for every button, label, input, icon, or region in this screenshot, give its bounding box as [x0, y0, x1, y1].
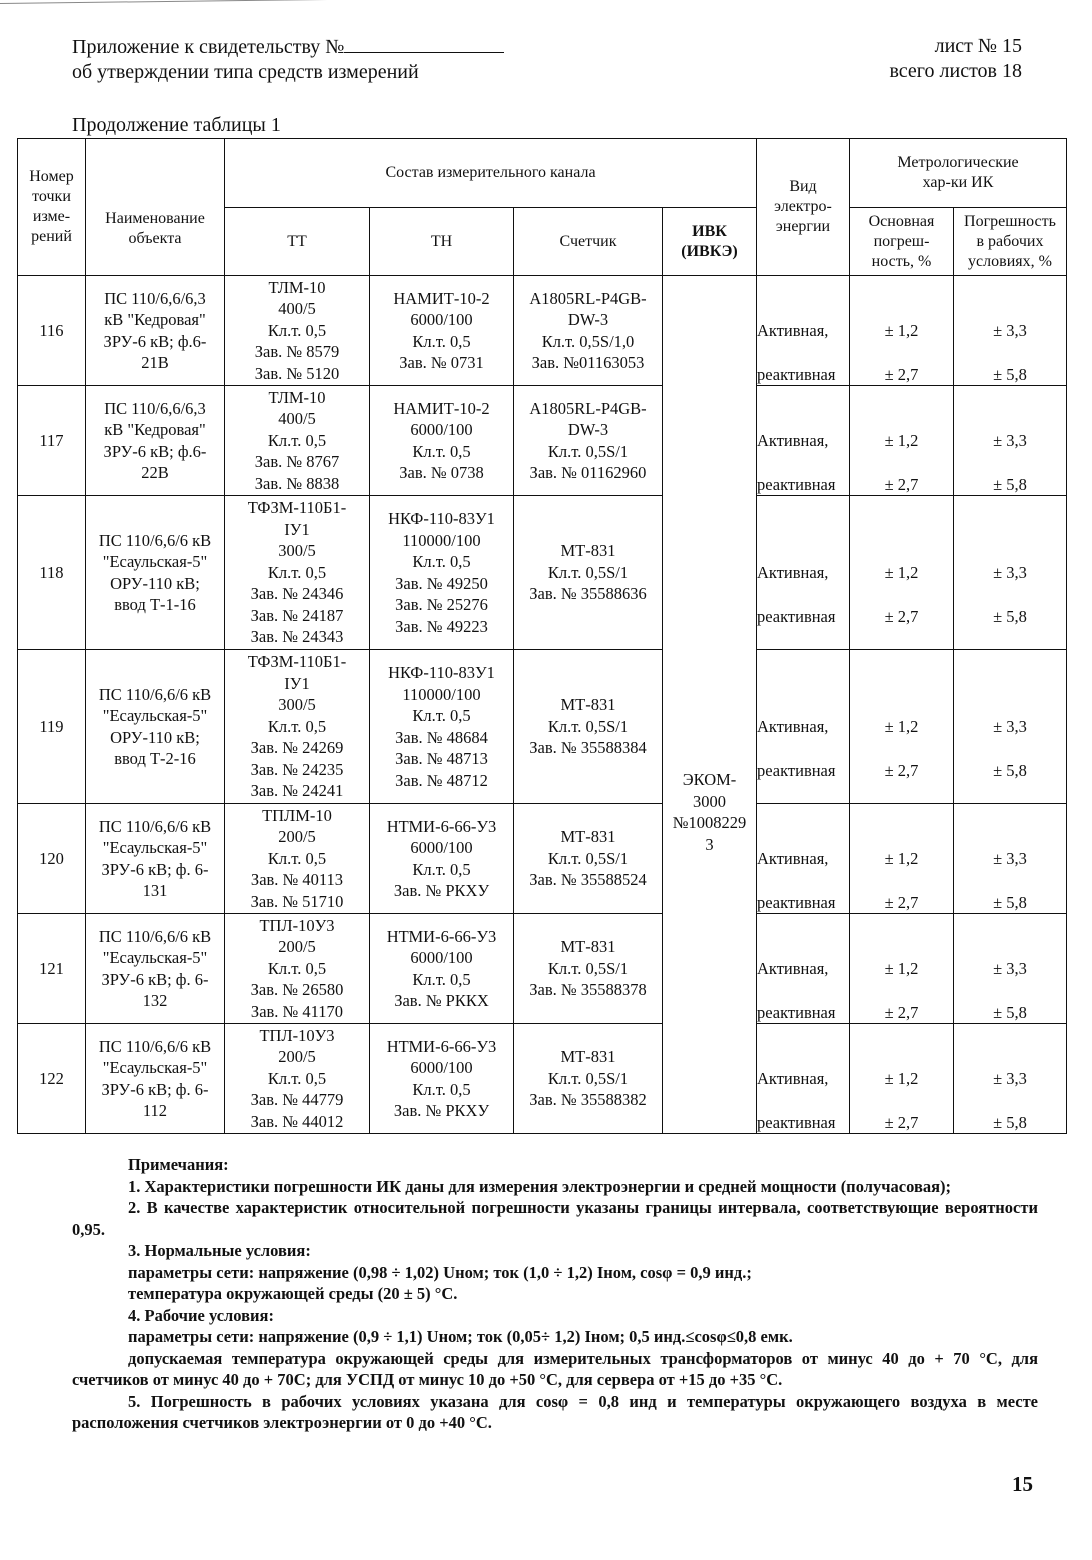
table-row [18, 650, 1067, 804]
cell-line: DW-3 [567, 310, 609, 329]
table-row [18, 804, 1067, 914]
point-number: 118 [18, 496, 86, 650]
cell-line: электро- [774, 198, 832, 215]
cell-line: ПС 110/6,6/6 кВ [98, 926, 212, 946]
cell-line: МТ-831 [560, 827, 616, 847]
electricity-meter [514, 1024, 663, 1134]
cell-line: Зав. № 24235 [250, 759, 344, 779]
cell-line: МТ-831 [560, 1047, 616, 1067]
cell-line: ТПЛ-10У3 [259, 1025, 335, 1045]
cell-line: Активная, [757, 562, 829, 582]
cell-line: Зав. № 0731 [399, 353, 484, 372]
cell-line: Кл.т. 0,5 [267, 958, 327, 978]
header-channel-composition: Состав измерительного канала [225, 139, 757, 208]
cell-line: МТ-831 [560, 695, 616, 715]
working-error [954, 496, 1067, 650]
header-tt: ТТ [225, 208, 370, 276]
cell-line: "Есаульская-5" [102, 1058, 208, 1077]
basic-error [850, 650, 954, 804]
cell-line: ПС 110/6,6/6,3 [104, 288, 206, 308]
cell-line: ± 2,7 [884, 760, 919, 780]
cell-line: Кл.т. 0,5 [267, 848, 327, 868]
energy-type [757, 276, 850, 386]
cell-line: ± 3,3 [993, 848, 1027, 868]
cell-line: Зав. № 48713 [395, 749, 488, 768]
cell-line: Зав. № 24241 [250, 781, 344, 801]
cell-line: Зав. № 0738 [399, 463, 484, 482]
electricity-meter [514, 496, 663, 650]
note-4-temperature: допускаемая температура окружающей среды для измерительных трансформаторов от минус 40 до + 70 °С, для счетчиков от минус 40 до + 70С; для УСПД от минус 10 до +50 °С, для сервера от +15 до +35 °С. [72, 1348, 1038, 1389]
cell-line: погреш- [873, 232, 930, 250]
cell-line: НТМИ-6-66-У3 [386, 816, 497, 836]
cell-line: ± 3,3 [993, 958, 1027, 978]
cell-line: Зав. № 49223 [395, 616, 488, 636]
cell-line: Зав. № 49250 [395, 573, 488, 593]
cell-line: Зав. № 24187 [250, 605, 344, 625]
cell-line: 6000/100 [410, 948, 473, 967]
electricity-meter [514, 650, 663, 804]
cell-line: 132 [142, 991, 168, 1010]
cell-line: ТЛМ-10 [268, 387, 326, 407]
cell-line: ТЛМ-10 [268, 277, 326, 297]
cell-line: Зав. № 41170 [250, 1001, 344, 1021]
cell-line: Зав. № 24343 [250, 627, 344, 647]
cell-line: 400/5 [278, 299, 316, 319]
cell-line: Кл.т. 0,5 [267, 1068, 327, 1088]
cell-line: ± 5,8 [993, 1002, 1027, 1022]
energy-type [757, 1024, 850, 1134]
note-5: 5. Погрешность в рабочих условиях указана для cosφ = 0,8 инд и температуры окружающего воздуха в месте расположения счетчиков электроэнергии от 0 до +40 °С. [72, 1391, 1038, 1432]
cell-line: Зав. № 25276 [395, 595, 488, 614]
basic-error [850, 496, 954, 650]
note-4-network: параметры сети: напряжение (0,9 ÷ 1,1) Uном; ток (0,05÷ 1,2) Iном; 0,5 инд.≤cosφ≤0,8 емк. [128, 1327, 793, 1346]
cell-line: ± 5,8 [993, 1112, 1027, 1132]
cell-line: "Есаульская-5" [102, 838, 208, 857]
cell-line: реактивная [757, 1002, 836, 1022]
cell-line: ± 5,8 [993, 606, 1027, 626]
cell-line: ЗРУ-6 кВ; ф. 6- [101, 859, 209, 879]
cell-line: Кл.т. 0,5S/1 [547, 958, 629, 978]
cell-line: 110000/100 [402, 684, 481, 704]
cell-line: ± 3,3 [993, 716, 1027, 736]
cell-line: Кл.т. 0,5S/1 [547, 716, 629, 736]
cell-line: ввод Т-1-16 [114, 595, 196, 614]
cell-line: хар-ки ИК [922, 174, 994, 191]
cell-line: реактивная [757, 474, 836, 494]
note-2: 2. В качестве характеристик относительной погрешности указаны границы интервала, соответствующие вероятности 0,95. [72, 1198, 1038, 1239]
cell-line: ± 5,8 [993, 892, 1027, 912]
cell-line: Зав. № 01162960 [529, 463, 647, 482]
cell-line: Зав. № 24269 [250, 738, 344, 758]
cell-line: ТФЗМ-110Б1- [247, 498, 347, 518]
cell-line: ± 3,3 [993, 562, 1027, 582]
appendix-subtitle: об утверждении типа средств измерений [72, 61, 419, 83]
object-name [86, 496, 225, 650]
point-number: 119 [18, 650, 86, 804]
electricity-meter [514, 914, 663, 1024]
cell-line: НТМИ-6-66-У3 [386, 926, 497, 946]
cell-line: Кл.т. 0,5S/1 [547, 848, 629, 868]
cell-line: Зав. № 35588384 [529, 738, 647, 758]
cell-line: 22В [141, 463, 169, 482]
cell-line: условиях, % [968, 252, 1052, 270]
sheet-number: лист № 15 [934, 35, 1022, 57]
note-3-network: параметры сети: напряжение (0,98 ÷ 1,02) Uном; ток (1,0 ÷ 1,2) Iном, cosφ = 0,9 инд.; [128, 1262, 752, 1282]
cell-line: Наименование [105, 210, 205, 227]
energy-type [757, 914, 850, 1024]
header-basic-error [850, 208, 954, 276]
appendix-title: Приложение к свидетельству № [72, 36, 345, 58]
cell-line: "Есаульская-5" [102, 948, 208, 967]
energy-type [757, 804, 850, 914]
current-transformer [225, 386, 370, 496]
cell-line: ± 3,3 [993, 1068, 1027, 1088]
table-body [18, 276, 1067, 1134]
cell-line: 400/5 [278, 409, 316, 429]
cell-line: реактивная [757, 892, 836, 912]
cell-line: ± 1,2 [884, 848, 919, 868]
cell-line: ± 1,2 [884, 430, 919, 450]
cell-line: энергии [775, 218, 831, 235]
total-sheets: всего листов 18 [889, 60, 1022, 82]
basic-error [850, 1024, 954, 1134]
cell-line: Зав. №01163053 [531, 353, 645, 372]
object-name [86, 276, 225, 386]
cell-line: Зав. № 35588636 [529, 584, 647, 604]
cell-line: А1805RL-P4GB- [529, 288, 647, 308]
cell-line: ± 3,3 [993, 320, 1027, 340]
cell-line: Зав. № 48712 [395, 770, 488, 790]
cell-line: точки [32, 188, 71, 205]
working-error [954, 650, 1067, 804]
cell-line: Кл.т. 0,5 [267, 716, 327, 736]
cell-line: Номер [29, 168, 74, 185]
cell-line: Метрологические [897, 154, 1019, 171]
table-caption: Продолжение таблицы 1 [72, 114, 281, 136]
page-number: 15 [1012, 1472, 1033, 1496]
cell-line: Зав. № 35588524 [529, 870, 647, 890]
cell-line: НАМИТ-10-2 [393, 398, 490, 418]
cell-line: Активная, [757, 430, 829, 450]
cell-line: ± 2,7 [884, 1112, 919, 1132]
cell-line: ± 3,3 [993, 430, 1027, 450]
cell-line: Зав. № 8767 [254, 452, 340, 472]
header-tn: ТН [370, 208, 514, 276]
voltage-transformer [370, 1024, 514, 1134]
cell-line: (ИВКЭ) [681, 242, 738, 260]
note-3: 3. Нормальные условия: [128, 1241, 311, 1260]
cell-line: ± 2,7 [884, 606, 919, 626]
cell-line: в рабочих [976, 232, 1044, 250]
cell-line: ИВК [692, 222, 727, 240]
header-energy-type [757, 139, 850, 276]
point-number: 117 [18, 386, 86, 496]
cell-line: кВ "Кедровая" [104, 420, 206, 439]
current-transformer [225, 804, 370, 914]
cell-line: ± 1,2 [884, 958, 919, 978]
cell-line: Зав. № 35588378 [529, 980, 647, 1000]
cell-line: НАМИТ-10-2 [393, 288, 490, 308]
cell-line: реактивная [757, 1112, 836, 1132]
cell-line: Активная, [757, 320, 829, 340]
cell-line: ПС 110/6,6/6 кВ [98, 1036, 212, 1056]
cell-line: ПС 110/6,6/6 кВ [98, 684, 212, 704]
header-metrology [850, 139, 1067, 208]
cell-line: ПС 110/6,6/6 кВ [98, 816, 212, 836]
scan-edge-line [0, 0, 495, 4]
cell-line: Зав. № 44779 [250, 1090, 344, 1110]
cell-line: 6000/100 [410, 310, 473, 329]
cell-line: "Есаульская-5" [102, 706, 208, 725]
cell-line: МТ-831 [560, 541, 616, 561]
electricity-meter [514, 386, 663, 496]
cell-line: 200/5 [278, 1047, 316, 1067]
table-row [18, 276, 1067, 386]
cell-line: изме- [32, 208, 71, 225]
cell-line: ПС 110/6,6/6,3 [104, 398, 206, 418]
cell-line: Активная, [757, 958, 829, 978]
cell-line: Зав. № 44012 [250, 1111, 344, 1131]
working-error [954, 804, 1067, 914]
cell-line: реактивная [757, 606, 836, 626]
table-row [18, 496, 1067, 650]
basic-error [850, 386, 954, 496]
cell-line: Кл.т. 0,5 [267, 430, 327, 450]
voltage-transformer [370, 914, 514, 1024]
point-number: 116 [18, 276, 86, 386]
cell-line: ТПЛМ-10 [262, 805, 332, 825]
voltage-transformer [370, 276, 514, 386]
point-number: 122 [18, 1024, 86, 1134]
cell-line: DW-3 [567, 420, 609, 439]
cell-line: 3 [705, 834, 714, 854]
cell-line: Зав. № 51710 [250, 891, 344, 911]
cell-line: Зав. № 24346 [250, 584, 344, 604]
cell-line: МТ-831 [560, 937, 616, 957]
cell-line: 112 [142, 1101, 168, 1120]
point-number: 120 [18, 804, 86, 914]
cell-line: Зав. № РККХ [394, 991, 489, 1010]
current-transformer [225, 1024, 370, 1134]
cell-line: ± 1,2 [884, 320, 919, 340]
basic-error [850, 804, 954, 914]
cell-line: ввод Т-2-16 [114, 749, 196, 768]
current-transformer [225, 276, 370, 386]
cell-line: 300/5 [278, 541, 316, 561]
cell-line: Кл.т. 0,5 [412, 969, 471, 989]
energy-type [757, 650, 850, 804]
cell-line: ± 5,8 [993, 760, 1027, 780]
cell-line: Зав. № 8838 [254, 473, 340, 493]
header-object [86, 139, 225, 276]
current-transformer [225, 914, 370, 1024]
cell-line: ± 2,7 [884, 892, 919, 912]
electricity-meter [514, 276, 663, 386]
cell-line: Активная, [757, 1068, 829, 1088]
cell-line: НКФ-110-83У1 [388, 509, 495, 528]
basic-error [850, 276, 954, 386]
cell-line: Погрешность [964, 212, 1056, 230]
cell-line: Кл.т. 0,5 [412, 859, 471, 879]
header-meter: Счетчик [514, 208, 663, 276]
cell-line: 131 [142, 881, 168, 900]
cell-line: Зав. № 40113 [250, 870, 344, 890]
cell-line: ± 1,2 [884, 562, 919, 582]
voltage-transformer [370, 650, 514, 804]
cell-line: Кл.т. 0,5 [412, 552, 471, 571]
object-name [86, 914, 225, 1024]
cell-line: Зав. № 5120 [254, 363, 340, 383]
cell-line: Кл.т. 0,5S/1 [547, 441, 629, 461]
cell-line: Кл.т. 0,5 [412, 1079, 471, 1099]
cell-line: 6000/100 [410, 838, 473, 857]
cell-line: кВ "Кедровая" [104, 310, 206, 329]
note-4: 4. Рабочие условия: [128, 1305, 274, 1325]
cell-line: IУ1 [284, 519, 310, 539]
cell-line: №1008229 [672, 813, 747, 832]
measurement-channels-table [17, 138, 1067, 1134]
working-error [954, 386, 1067, 496]
cell-line: рений [31, 228, 72, 245]
cell-line: ± 5,8 [993, 364, 1027, 384]
header-number [18, 139, 86, 276]
cell-line: Кл.т. 0,5S/1 [547, 562, 629, 582]
cell-line: Основная [868, 212, 935, 230]
cell-line: 200/5 [278, 827, 316, 847]
cell-line: НКФ-110-83У1 [388, 663, 495, 682]
cell-line: Кл.т. 0,5 [412, 706, 471, 725]
cell-line: "Есаульская-5" [102, 552, 208, 571]
cell-line: IУ1 [284, 673, 310, 693]
cell-line: ПС 110/6,6/6 кВ [98, 530, 212, 550]
object-name [86, 650, 225, 804]
cell-line: Кл.т. 0,5 [267, 562, 327, 582]
cell-line: 6000/100 [410, 1058, 473, 1077]
document-header-left [72, 34, 504, 85]
object-name [86, 386, 225, 496]
object-name [86, 1024, 225, 1134]
cell-line: 6000/100 [410, 420, 473, 439]
certificate-number-blank [344, 34, 504, 53]
cell-line: ± 2,7 [884, 474, 919, 494]
cell-line: Зав. № РКХУ [393, 1101, 490, 1120]
cell-line: Вид [789, 178, 817, 195]
cell-line: Кл.т. 0,5 [267, 320, 327, 340]
cell-line: Кл.т. 0,5S/1,0 [541, 331, 635, 351]
cell-line: ЗРУ-6 кВ; ф. 6- [101, 1079, 209, 1099]
cell-line: ОРУ-110 кВ; [110, 573, 200, 593]
object-name [86, 804, 225, 914]
cell-line: 21В [141, 353, 169, 372]
cell-line: Кл.т. 0,5 [412, 331, 471, 351]
table-row [18, 386, 1067, 496]
cell-line: 110000/100 [402, 530, 481, 550]
current-transformer [225, 496, 370, 650]
cell-line: ТФЗМ-110Б1- [247, 652, 347, 672]
ivk-complex [663, 276, 757, 1134]
cell-line: Активная, [757, 716, 829, 736]
current-transformer [225, 650, 370, 804]
cell-line: 200/5 [278, 937, 316, 957]
cell-line: ТПЛ-10У3 [259, 915, 335, 935]
basic-error [850, 914, 954, 1024]
table-row [18, 1024, 1067, 1134]
cell-line: НТМИ-6-66-У3 [386, 1036, 497, 1056]
energy-type [757, 386, 850, 496]
notes-section [72, 1154, 1038, 1434]
cell-line: ОРУ-110 кВ; [110, 727, 200, 747]
cell-line: ЭКОМ- [682, 770, 737, 789]
point-number: 121 [18, 914, 86, 1024]
cell-line: 3000 [693, 791, 726, 811]
cell-line: объекта [128, 230, 182, 247]
cell-line: ± 2,7 [884, 1002, 919, 1022]
voltage-transformer [370, 496, 514, 650]
cell-line: Зав. № РКХУ [393, 881, 490, 900]
cell-line: ЗРУ-6 кВ; ф.6- [103, 441, 207, 461]
header-working-error [954, 208, 1067, 276]
note-1: 1. Характеристики погрешности ИК даны для измерения электроэнергии и средней мощности (получасовая); [128, 1176, 952, 1196]
working-error [954, 276, 1067, 386]
working-error [954, 914, 1067, 1024]
note-3-temperature: температура окружающей среды (20 ± 5) °С. [128, 1284, 458, 1303]
cell-line: ± 1,2 [884, 716, 919, 736]
cell-line: Зав. № 35588382 [529, 1090, 647, 1110]
cell-line: Зав. № 26580 [250, 980, 344, 1000]
voltage-transformer [370, 804, 514, 914]
electricity-meter [514, 804, 663, 914]
document-header-right [889, 34, 1022, 84]
header-ivk [663, 208, 757, 276]
notes-title: Примечания: [128, 1155, 229, 1174]
cell-line: ность, % [871, 252, 932, 270]
cell-line: Кл.т. 0,5 [412, 441, 471, 461]
cell-line: ± 5,8 [993, 474, 1027, 494]
cell-line: Активная, [757, 848, 829, 868]
cell-line: Кл.т. 0,5S/1 [547, 1068, 629, 1088]
cell-line: ± 2,7 [884, 364, 919, 384]
cell-line: Зав. № 8579 [254, 342, 340, 362]
table-row [18, 914, 1067, 1024]
cell-line: ЗРУ-6 кВ; ф.6- [103, 331, 207, 351]
energy-type [757, 496, 850, 650]
cell-line: ± 1,2 [884, 1068, 919, 1088]
working-error [954, 1024, 1067, 1134]
cell-line: А1805RL-P4GB- [529, 398, 647, 418]
cell-line: 300/5 [278, 695, 316, 715]
cell-line: реактивная [757, 364, 836, 384]
cell-line: реактивная [757, 760, 836, 780]
cell-line: ЗРУ-6 кВ; ф. 6- [101, 969, 209, 989]
cell-line: Зав. № 48684 [395, 727, 488, 747]
voltage-transformer [370, 386, 514, 496]
